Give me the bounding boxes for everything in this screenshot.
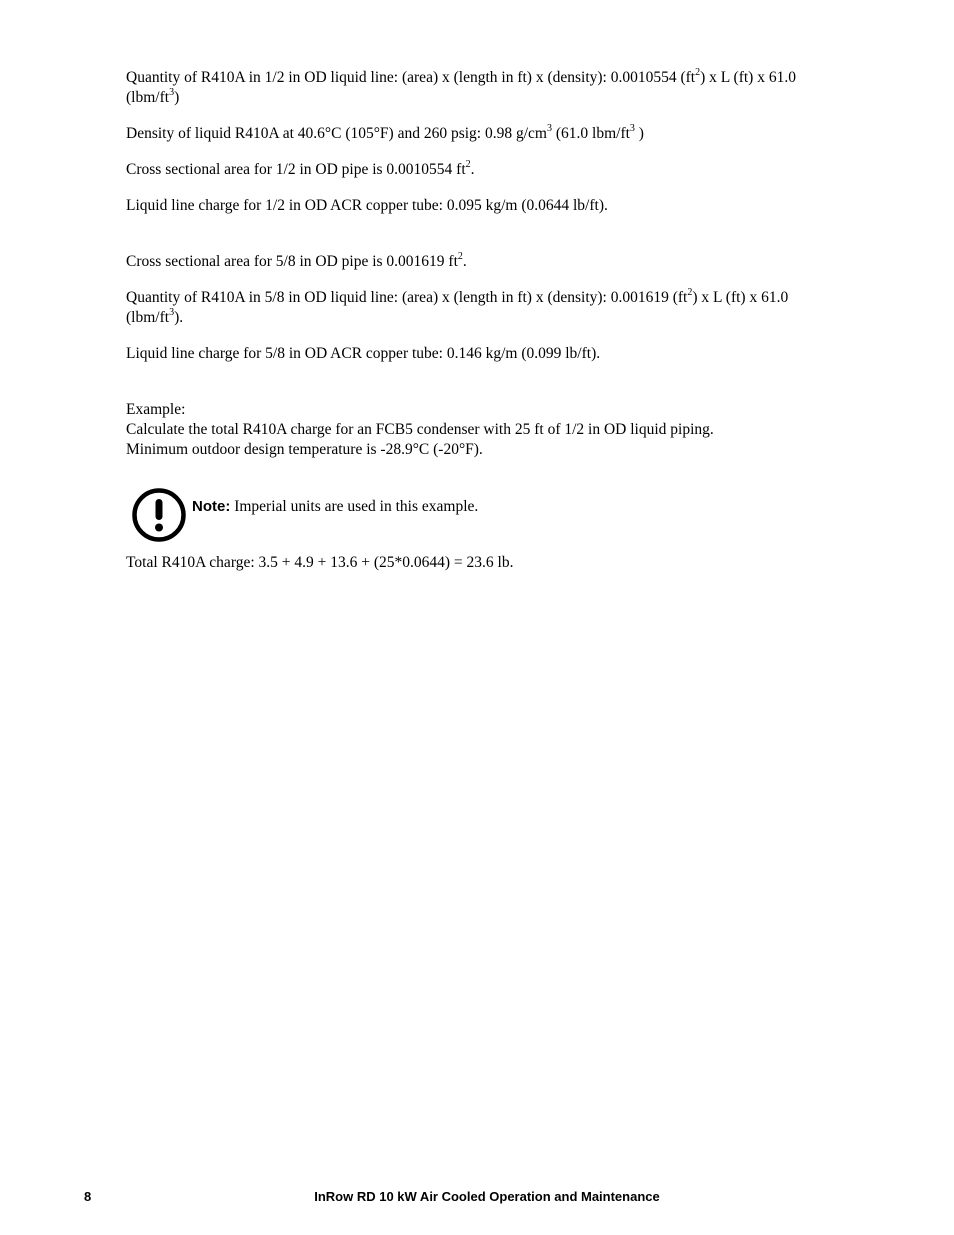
note-text: Imperial units are used in this example. <box>230 498 479 515</box>
total-charge: Total R410A charge: 3.5 + 4.9 + 13.6 + (25*0.0644) = 23.6 lb. <box>126 554 514 571</box>
superscript: 2 <box>465 158 471 170</box>
text-segment: Liquid line charge for 5/8 in OD ACR copper tube: 0.146 kg/m (0.099 lb/ft). <box>126 345 601 362</box>
footer-title: InRow RD 10 kW Air Cooled Operation and Maintenance <box>314 1189 660 1204</box>
superscript: 3 <box>629 122 635 134</box>
text-segment: ). <box>174 309 184 326</box>
text-segment: . <box>462 253 467 270</box>
text-segment: Quantity of R410A in 5/8 in OD liquid line: (area) x (length in ft) x (density): 0.001619 (ft <box>126 289 688 306</box>
paragraph-area-five-eighths <box>126 252 842 272</box>
text-segment: Cross sectional area for 1/2 in OD pipe is 0.0010554 ft <box>126 161 466 178</box>
note <box>192 497 478 517</box>
text-segment: ) x L (ft) x 61.0 (lbm/ft <box>126 69 796 106</box>
note-label: Note: <box>192 498 231 515</box>
text-segment: (61.0 lbm/ft <box>551 125 630 142</box>
paragraph-density <box>126 124 842 144</box>
paragraph-r410a-half-inch-quantity <box>126 68 842 108</box>
superscript: 2 <box>695 66 701 78</box>
paragraph-r410a-five-eighths-quantity <box>126 288 842 328</box>
paragraph-charge-half-inch <box>126 196 842 216</box>
text-segment: Quantity of R410A in 1/2 in OD liquid line: (area) x (length in ft) x (density): 0.0010554 (ft <box>126 69 696 86</box>
text-segment: ) x L (ft) x 61.0 (lbm/ft <box>126 289 789 326</box>
superscript: 3 <box>546 122 552 134</box>
text-segment: ) <box>174 89 180 106</box>
example-line-2: Minimum outdoor design temperature is -28.9°C (-20°F). <box>126 441 483 458</box>
paragraph-charge-five-eighths <box>126 344 842 364</box>
text-segment: . <box>470 161 475 178</box>
superscript: 2 <box>687 286 693 298</box>
page-number: 8 <box>84 1189 92 1204</box>
text-segment: Cross sectional area for 5/8 in OD pipe is 0.001619 ft <box>126 253 458 270</box>
text-segment: Liquid line charge for 1/2 in OD ACR copper tube: 0.095 kg/m (0.0644 lb/ft). <box>126 197 608 214</box>
paragraph-area-half-inch <box>126 160 842 180</box>
text-segment: ) <box>634 125 644 142</box>
superscript: 2 <box>457 250 463 262</box>
superscript: 3 <box>169 86 175 98</box>
exclamation-circle-icon <box>131 487 187 543</box>
example-label: Example: <box>126 401 186 418</box>
example-block <box>126 400 842 460</box>
superscript: 3 <box>169 306 175 318</box>
example-line-1: Calculate the total R410A charge for an FCB5 condenser with 25 ft of 1/2 in OD liquid piping. <box>126 421 714 438</box>
text-segment: Density of liquid R410A at 40.6°C (105°F) and 260 psig: 0.98 g/cm <box>126 125 547 142</box>
